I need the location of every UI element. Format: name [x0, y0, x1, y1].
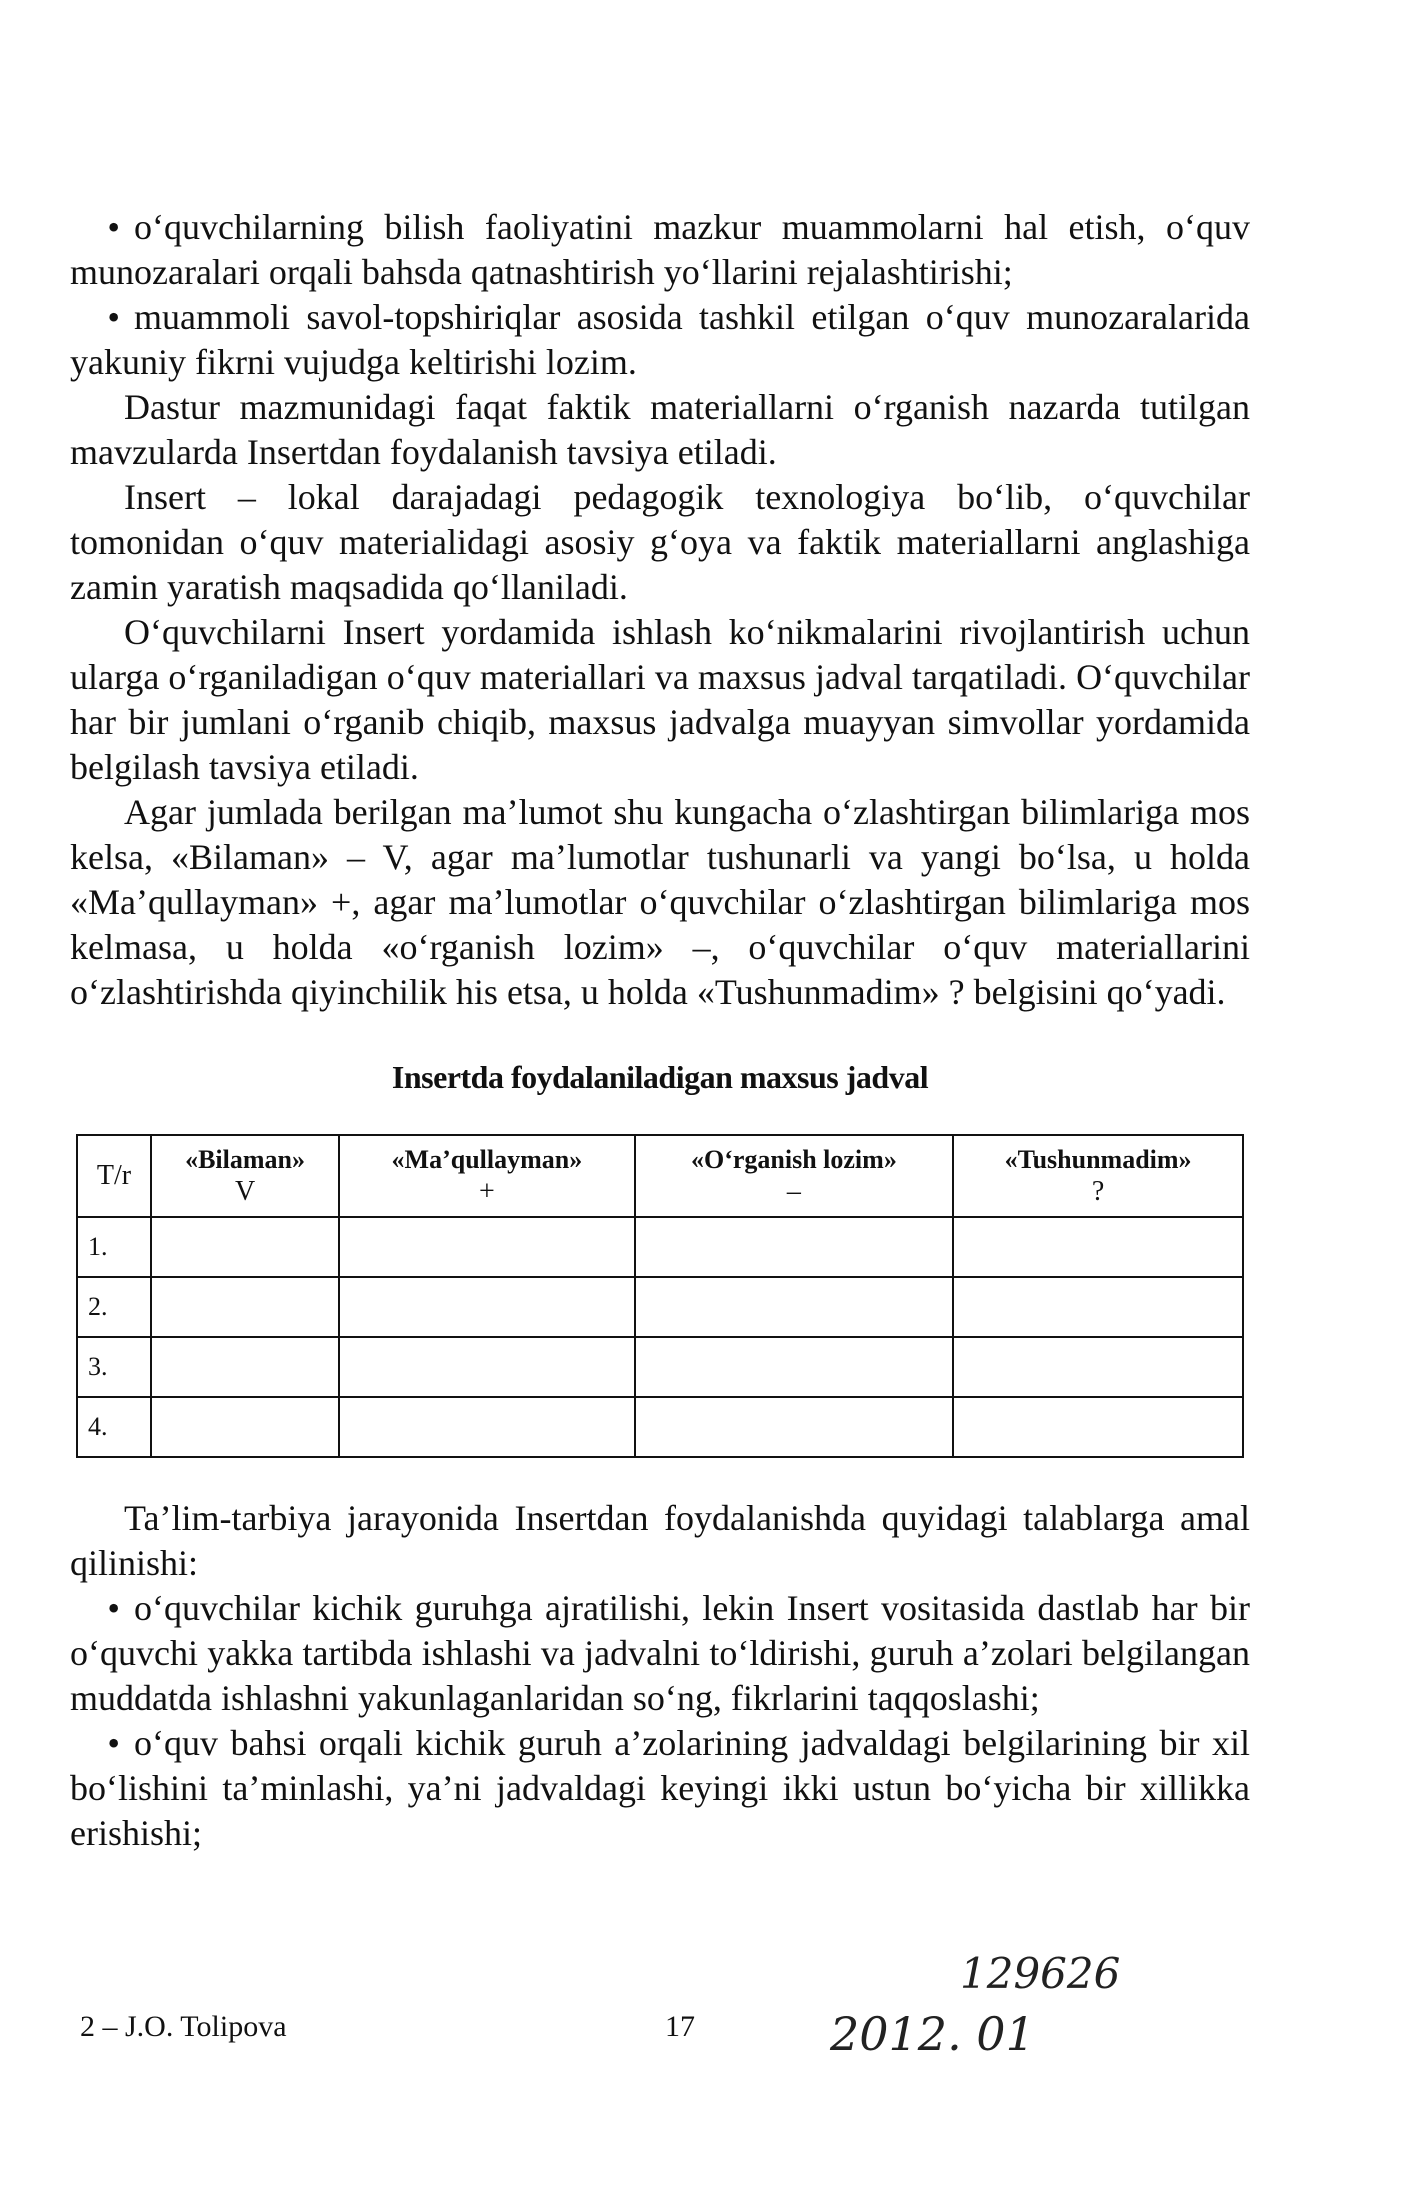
table-caption: Insertda foydalaniladigan maxsus jadval [391, 1059, 929, 1095]
paragraph: Ta’lim-tarbiya jarayonida Insertdan foydalanishda quyidagi talablarga amal qilinishi: [70, 1498, 1250, 1583]
table-cell [151, 1277, 339, 1337]
bullet-paragraph: • o‘quvchilar kichik guruhga ajratilishi, lekin Insert vositasida dastlab har bir o‘quvchi yakka tartibda ishlashi va jadvalni to‘ldirishi, guruh a’zolari belgilangan muddatda ishlashni yakunlaganlaridan so‘ng, fikrlarini taqqoslashi; [70, 1588, 1250, 1718]
table-row [77, 1217, 1243, 1277]
row-number: 3. [77, 1337, 151, 1397]
table-cell [635, 1397, 954, 1457]
table-header-row [77, 1135, 1243, 1217]
paragraph: Insert – lokal darajadagi pedagogik texnologiya bo‘lib, o‘quvchilar tomonidan o‘quv materialidagi asosiy g‘oya va faktik materiallarni anglashiga zamin yaratish maqsadida qo‘llaniladi. [70, 477, 1250, 607]
stamp-number: 129626 [960, 1949, 1121, 1998]
table-cell [151, 1217, 339, 1277]
text-block-bottom [70, 1496, 1250, 1856]
bullet-paragraph: • muammoli savol-topshiriqlar asosida tashkil etilgan o‘quv munozaralarida yakuniy fikrni vujudga keltirishi lozim. [70, 297, 1250, 382]
column-header-organish-lozim: «O‘rganish lozim» – [635, 1135, 954, 1217]
table-row [77, 1277, 1243, 1337]
paragraph: Agar jumlada berilgan ma’lumot shu kungacha o‘zlashtirgan bilimlariga mos kelsa, «Bilaman» – V, agar ma’lumotlar tushunarli va yangi bo‘lsa, u holda «Ma’qullayman» +, agar ma’lumotlar o‘quvchilar o‘zlashtirgan bilimlariga mos kelmasa, u holda «o‘rganish lozim» –, o‘quvchilar o‘quv materiallarini o‘zlashtirishda qiyinchilik his etsa, u holda «Tushunmadim» ? belgisini qo‘yadi. [70, 792, 1250, 1012]
stamp-date: 2012. 01 [830, 2007, 1035, 2060]
table-cell [339, 1337, 635, 1397]
table-cell [635, 1217, 954, 1277]
bullet-dot-icon: • [107, 1723, 120, 1763]
table-cell [635, 1277, 954, 1337]
bullet-dot-icon: • [107, 1588, 120, 1628]
bullet-dot-icon: • [107, 297, 120, 337]
bullet-paragraph: • o‘quvchilarning bilish faoliyatini mazkur muammolarni hal etish, o‘quv munozaralari orqali bahsda qatnashtirish yo‘llarini rejalashtirishi; [70, 207, 1250, 292]
table-cell [953, 1277, 1243, 1337]
paragraph: Dastur mazmunidagi faqat faktik materiallarni o‘rganish nazarda tutilgan mavzularda Insertdan foydalanish tavsiya etiladi. [70, 387, 1250, 472]
symbol-plus: + [478, 1176, 495, 1207]
library-stamp [820, 1940, 1240, 2060]
column-header-number: T/r [77, 1135, 151, 1217]
table-cell [953, 1217, 1243, 1277]
bullet-dot-icon: • [107, 207, 120, 247]
table-cell [339, 1277, 635, 1337]
symbol-v: V [234, 1176, 256, 1207]
table-cell [953, 1397, 1243, 1457]
symbol-question: ? [1091, 1176, 1105, 1207]
table-cell [339, 1397, 635, 1457]
row-number: 2. [77, 1277, 151, 1337]
table-cell [635, 1337, 954, 1397]
row-number: 4. [77, 1397, 151, 1457]
column-header-bilaman: «Bilaman» V [151, 1135, 339, 1217]
paragraph: O‘quvchilarni Insert yordamida ishlash ko‘nikmalarini rivojlantirish uchun ularga o‘rganiladigan o‘quv materiallari va maxsus jadval tarqatiladi. O‘quvchilar har bir jumlani o‘rganib chiqib, maxsus jadvalga muayyan simvollar yordamida belgilash tavsiya etiladi. [70, 612, 1250, 787]
page-body [70, 205, 1250, 1856]
table-cell [953, 1337, 1243, 1397]
column-header-maqullayman: «Ma’qullayman» + [339, 1135, 635, 1217]
text-block-top [70, 205, 1250, 1015]
table-cell [151, 1397, 339, 1457]
table-row [77, 1337, 1243, 1397]
table-cell [339, 1217, 635, 1277]
insert-table [76, 1134, 1244, 1458]
table-row [77, 1397, 1243, 1457]
footer-signature: 2 – J.O. Tolipova [80, 2010, 287, 2043]
page-number: 17 [665, 2010, 695, 2043]
bullet-paragraph: • o‘quv bahsi orqali kichik guruh a’zolarining jadvaldagi belgilarining bir xil bo‘lishini ta’minlashi, ya’ni jadvaldagi keyingi ikki ustun bo‘yicha bir xillikka erishishi; [70, 1723, 1250, 1853]
symbol-dash: – [786, 1176, 801, 1207]
column-header-tushunmadim: «Tushunmadim» ? [953, 1135, 1243, 1217]
table-cell [151, 1337, 339, 1397]
row-number: 1. [77, 1217, 151, 1277]
